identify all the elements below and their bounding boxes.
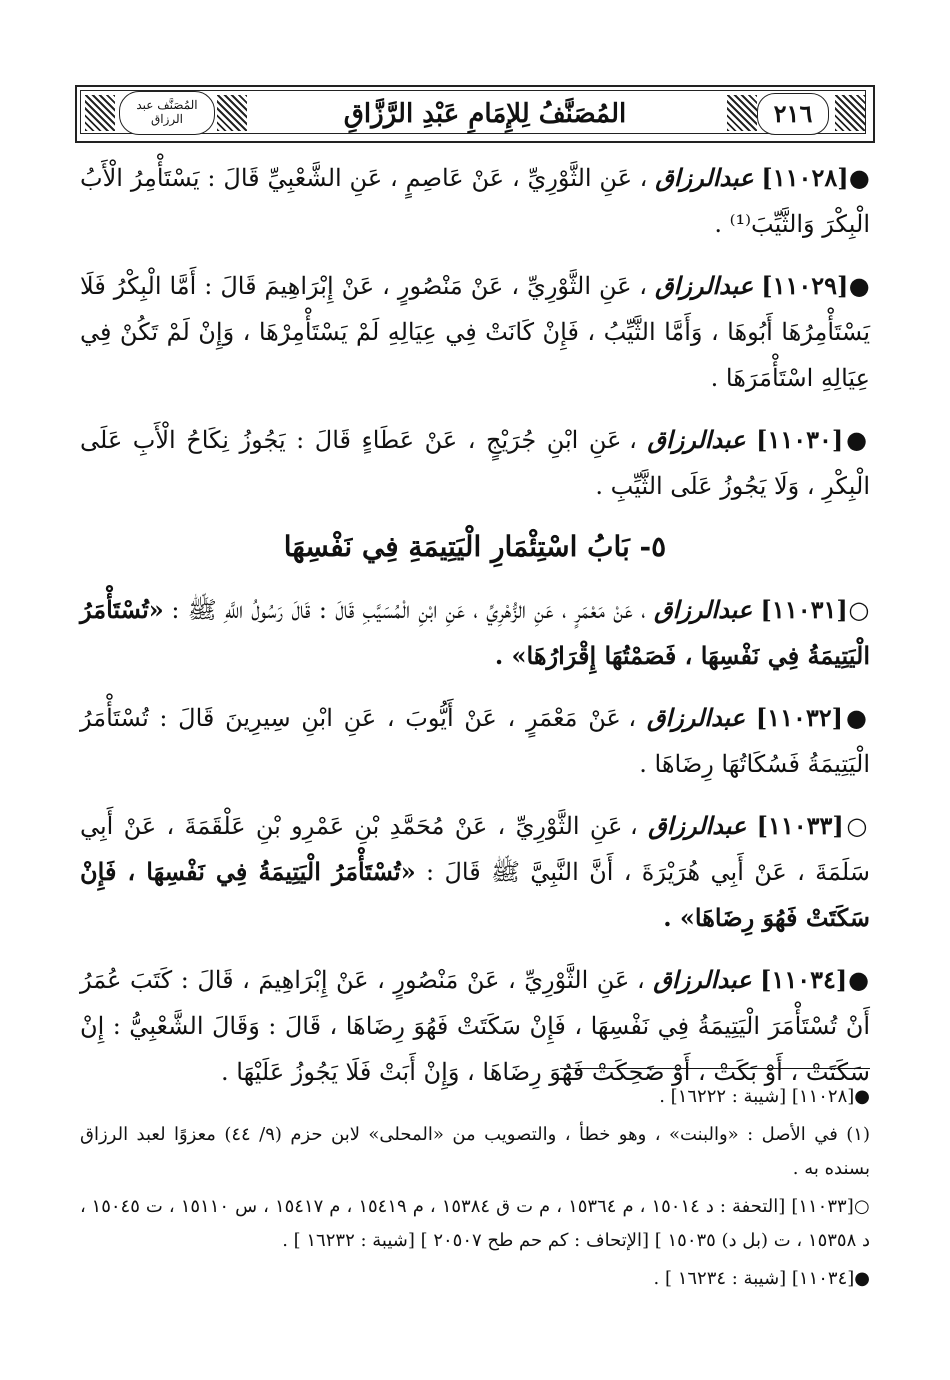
hadith-entry — [80, 263, 870, 401]
narrator-name: عبدالرزاق — [648, 811, 747, 840]
narrator-name: عبدالرزاق — [653, 965, 752, 994]
narrator-name: عبدالرزاق — [653, 595, 753, 624]
footnote-separator — [560, 1068, 870, 1069]
ornament-icon — [217, 95, 247, 131]
footnote: ○[١١٠٣٣] [التحفة : د ١٥٠١٤ ، م ١٥٣٦٤ ، م ت ق ١٥٣٨٤ ، م ١٥٤١٩ ، م ١٥٤١٧ ، س ١٥١١٠ ، ت ١٥٠٤٥ ، د ١٥٣٥٨ ، ت (بل د) ١٥٠٣٥ ] [الإتحاف : كم حم طح ٢٠٥٠٧ ] [شيبة : ١٦٢٣٢ ] . — [80, 1196, 871, 1251]
main-text — [80, 155, 870, 1111]
running-title: المُصَنَّفُ لِلإِمَامِ عَبْدِ الرَّزَّاقِ — [343, 99, 627, 129]
hadith-text: ، عَنِ الثَّوْرِيِّ ، عَنْ مُحَمَّدِ بْنِ عَمْرِو بْنِ عَلْقَمَةَ ، عَنْ أَبِي سَلَمَةَ ، عَنْ أَبِي هُرَيْرَةَ ، أَنَّ النَّبِيَّ ﷺ قَالَ : — [80, 812, 870, 886]
hadith-number: ●[١١٠٢٨] — [761, 163, 870, 192]
hadith-entry — [80, 155, 870, 247]
prophetic-quote: «تُسْتَأْمَرُ الْيَتِيمَةُ فِي نَفْسِهَا ، فَصَمْتُهَا إِقْرَارُهَا» . — [80, 595, 870, 670]
hadith-text: ، عَنْ مَعْمَرٍ ، عَنِ الزُّهْرِيِّ ، عَنِ ابْنِ الْمُسَيَّبِ قَالَ : قَالَ رَسُولُ اللَّهِ ﷺ : — [171, 596, 646, 624]
hadith-entry — [80, 417, 870, 509]
narrator-name: عبدالرزاق — [655, 163, 754, 192]
hadith-entry — [80, 803, 870, 941]
hadith-entry — [80, 695, 870, 787]
hadith-number: ●[١١٠٣٢] — [755, 703, 871, 732]
narrator-name: عبدالرزاق — [646, 703, 746, 732]
hadith-text: ، عَنِ ابْنِ جُرَيْجٍ ، عَنْ عَطَاءٍ قَالَ : يَجُوزُ نِكَاحُ الْأَبِ عَلَى الْبِكْرِ ، وَلَا يَجُوزُ عَلَى الثَّيِّبِ . — [80, 426, 870, 500]
footnote: (١) في الأصل : «والبنت» ، وهو خطأ ، والتصويب من «المحلى» لابن حزم (٩/ ٤٤) معزوًا لعبد الرزاق بسنده به . — [80, 1124, 870, 1179]
ornament-icon — [85, 95, 115, 131]
chapter-heading: ٥- بَابُ اسْتِئْمَارِ الْيَتِيمَةِ فِي نَفْسِهَا — [283, 530, 667, 563]
running-header — [75, 85, 875, 143]
hadith-text: ، عَنِ الثَّوْرِيِّ ، عَنْ مَنْصُورٍ ، عَنْ إِبْرَاهِيمَ ، قَالَ : كَتَبَ عُمَرُ أَنْ تُسْتَأْمَرَ الْيَتِيمَةُ فِي نَفْسِهَا ، فَإِنْ سَكَتَتْ فَهُوَ رِضَاهَا ، قَالَ : وَقَالَ الشَّعْبِيُّ : إِنْ سَكَتَتْ ، أَوْ بَكَتْ ، أَوْ ضَحِكَتْ فَهُوَ رِضَاهَا ، وَإِنْ أَبَتْ فَلَا يَجُوزُ عَلَيْهَا . — [80, 966, 870, 1086]
footnotes — [80, 1080, 870, 1300]
hadith-number: ●[١١٠٢٩] — [761, 271, 870, 300]
hadith-number: ○[١١٠٣١] — [760, 595, 870, 624]
hadith-text: ، عَنِ الثَّوْرِيِّ ، عَنْ مَنْصُورٍ ، عَنْ إِبْرَاهِيمَ قَالَ : أَمَّا الْبِكْرُ فَلَا يَسْتَأْمِرُهَا أَبُوهَا ، وَأَمَّا الثَّيِّبُ ، فَإِنْ كَانَتْ فِي عِيَالِهِ لَمْ يَسْتَأْمِرْهَا ، وَإِنْ لَمْ تَكُنْ فِي عِيَالِهِ اسْتَأْمَرَهَا . — [80, 272, 870, 392]
hadith-entry — [80, 957, 870, 1095]
hadith-number: ○[١١٠٣٣] — [756, 811, 870, 840]
ornament-icon — [835, 95, 865, 131]
narrator-name: عبدالرزاق — [654, 271, 754, 300]
footnote: ●[١١٠٢٨] [شيبة : ١٦٢٢٢] . — [659, 1086, 870, 1107]
page-number: ٢١٦ — [757, 93, 829, 135]
narrator-name: عبدالرزاق — [647, 425, 746, 454]
hadith-entry — [80, 587, 870, 679]
footnote: ●[١١٠٣٤] [شيبة : ١٦٢٣٤ ] . — [653, 1268, 870, 1289]
hadith-number: ●[١١٠٣٠] — [756, 425, 870, 454]
hadith-text: ، عَنْ مَعْمَرٍ ، عَنْ أَيُّوبَ ، عَنِ ابْنِ سِيرِينَ قَالَ : تُسْتَأْمَرُ الْيَتِيمَةُ فَسُكَاتُهَا رِضَاهَا . — [80, 704, 870, 778]
hadith-number: ●[١١٠٣٤] — [760, 965, 870, 994]
prophetic-quote: «تُسْتَأْمَرُ الْيَتِيمَةُ فِي نَفْسِهَا ، فَإِنْ سَكَتَتْ فَهُوَ رِضَاهَا» . — [80, 857, 870, 932]
book-logo-seal: المُصَنَّف عبد الرزاق — [119, 91, 215, 135]
ornament-icon — [727, 95, 757, 131]
hadith-text: ، عَنِ الثَّوْرِيِّ ، عَنْ عَاصِمٍ ، عَنِ الشَّعْبِيِّ قَالَ : يَسْتَأْمِرُ الْأَبُ الْبِكْرَ وَالثَّيِّبَ⁽¹⁾ . — [80, 164, 870, 238]
